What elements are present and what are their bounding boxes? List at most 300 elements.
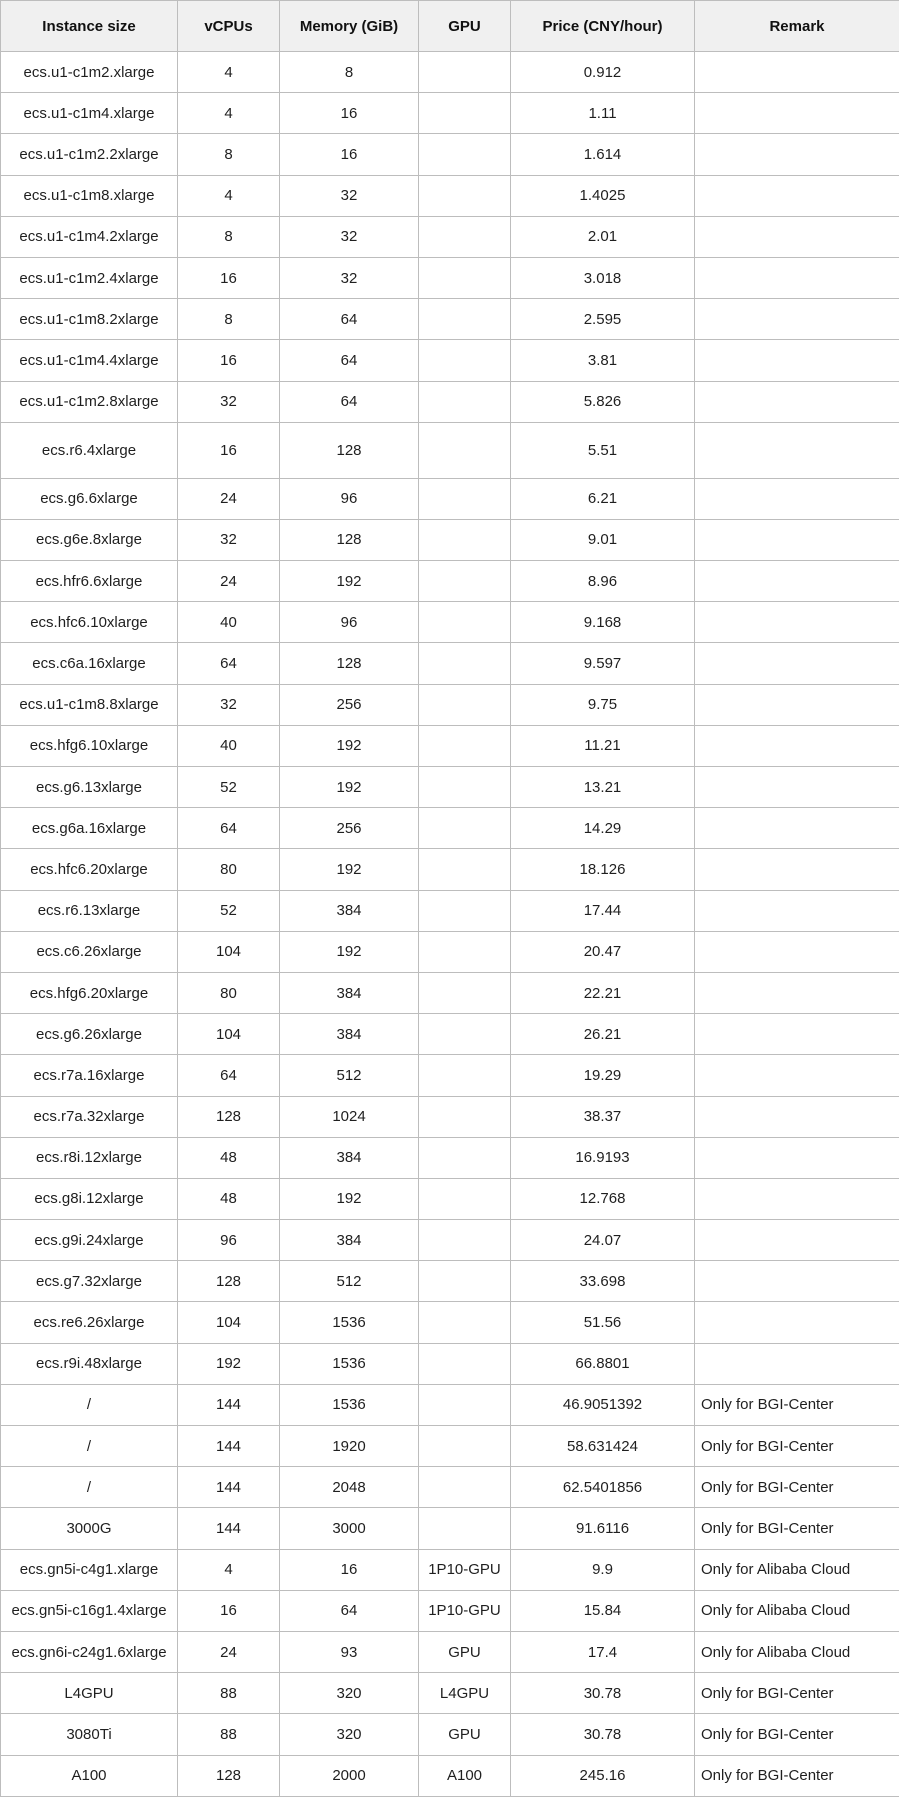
cell-remark xyxy=(695,1178,899,1219)
cell-memory-gib: 64 xyxy=(280,340,419,381)
cell-instance-size: ecs.c6a.16xlarge xyxy=(1,643,178,684)
cell-remark xyxy=(695,931,899,972)
cell-remark: Only for BGI-Center xyxy=(695,1384,899,1425)
col-header-vcpus: vCPUs xyxy=(178,1,280,52)
table-row xyxy=(1,602,899,643)
col-header-instance-size: Instance size xyxy=(1,1,178,52)
cell-vcpus: 88 xyxy=(178,1673,280,1714)
table-row xyxy=(1,561,899,602)
cell-instance-size: ecs.gn5i-c4g1.xlarge xyxy=(1,1549,178,1590)
table-row xyxy=(1,1220,899,1261)
cell-gpu xyxy=(419,849,511,890)
cell-gpu xyxy=(419,257,511,298)
cell-price-cny-hour: 12.768 xyxy=(511,1178,695,1219)
cell-price-cny-hour: 18.126 xyxy=(511,849,695,890)
cell-vcpus: 32 xyxy=(178,519,280,560)
cell-instance-size: ecs.re6.26xlarge xyxy=(1,1302,178,1343)
cell-vcpus: 128 xyxy=(178,1096,280,1137)
table-row xyxy=(1,1178,899,1219)
cell-remark xyxy=(695,1055,899,1096)
cell-vcpus: 104 xyxy=(178,931,280,972)
table-row xyxy=(1,1343,899,1384)
cell-instance-size: L4GPU xyxy=(1,1673,178,1714)
cell-vcpus: 40 xyxy=(178,725,280,766)
cell-remark: Only for Alibaba Cloud xyxy=(695,1631,899,1672)
table-row xyxy=(1,1590,899,1631)
cell-price-cny-hour: 51.56 xyxy=(511,1302,695,1343)
cell-remark xyxy=(695,1137,899,1178)
cell-price-cny-hour: 14.29 xyxy=(511,808,695,849)
cell-instance-size: ecs.u1-c1m8.8xlarge xyxy=(1,684,178,725)
table-row xyxy=(1,849,899,890)
cell-vcpus: 88 xyxy=(178,1714,280,1755)
cell-instance-size: ecs.hfg6.10xlarge xyxy=(1,725,178,766)
table-row xyxy=(1,1384,899,1425)
cell-gpu xyxy=(419,381,511,422)
cell-vcpus: 192 xyxy=(178,1343,280,1384)
cell-gpu xyxy=(419,1220,511,1261)
table-row xyxy=(1,808,899,849)
cell-memory-gib: 384 xyxy=(280,1137,419,1178)
cell-vcpus: 80 xyxy=(178,849,280,890)
table-row xyxy=(1,340,899,381)
cell-vcpus: 4 xyxy=(178,175,280,216)
cell-price-cny-hour: 91.6116 xyxy=(511,1508,695,1549)
cell-remark: Only for BGI-Center xyxy=(695,1508,899,1549)
cell-gpu: 1P10-GPU xyxy=(419,1590,511,1631)
cell-gpu xyxy=(419,725,511,766)
table-row xyxy=(1,422,899,478)
cell-instance-size: 3080Ti xyxy=(1,1714,178,1755)
cell-instance-size: ecs.r6.13xlarge xyxy=(1,890,178,931)
cell-remark xyxy=(695,1302,899,1343)
cell-price-cny-hour: 16.9193 xyxy=(511,1137,695,1178)
cell-instance-size: ecs.g6.13xlarge xyxy=(1,767,178,808)
table-row xyxy=(1,643,899,684)
cell-memory-gib: 93 xyxy=(280,1631,419,1672)
cell-instance-size: ecs.u1-c1m8.xlarge xyxy=(1,175,178,216)
cell-remark xyxy=(695,767,899,808)
cell-vcpus: 8 xyxy=(178,216,280,257)
cell-instance-size: / xyxy=(1,1426,178,1467)
cell-price-cny-hour: 2.595 xyxy=(511,299,695,340)
cell-instance-size: / xyxy=(1,1384,178,1425)
cell-instance-size: ecs.g6a.16xlarge xyxy=(1,808,178,849)
cell-instance-size: ecs.r6.4xlarge xyxy=(1,422,178,478)
cell-memory-gib: 192 xyxy=(280,725,419,766)
cell-price-cny-hour: 1.4025 xyxy=(511,175,695,216)
cell-gpu xyxy=(419,216,511,257)
cell-vcpus: 8 xyxy=(178,299,280,340)
cell-price-cny-hour: 22.21 xyxy=(511,972,695,1013)
cell-remark xyxy=(695,684,899,725)
cell-gpu: L4GPU xyxy=(419,1673,511,1714)
cell-vcpus: 16 xyxy=(178,257,280,298)
cell-price-cny-hour: 1.11 xyxy=(511,93,695,134)
cell-memory-gib: 1536 xyxy=(280,1343,419,1384)
cell-instance-size: 3000G xyxy=(1,1508,178,1549)
cell-gpu xyxy=(419,1467,511,1508)
cell-memory-gib: 128 xyxy=(280,422,419,478)
cell-price-cny-hour: 46.9051392 xyxy=(511,1384,695,1425)
cell-memory-gib: 384 xyxy=(280,1220,419,1261)
cell-price-cny-hour: 5.826 xyxy=(511,381,695,422)
table-row xyxy=(1,767,899,808)
cell-price-cny-hour: 17.4 xyxy=(511,1631,695,1672)
cell-gpu xyxy=(419,175,511,216)
cell-vcpus: 52 xyxy=(178,767,280,808)
table-row xyxy=(1,1714,899,1755)
col-header-memory-gib: Memory (GiB) xyxy=(280,1,419,52)
cell-memory-gib: 512 xyxy=(280,1055,419,1096)
cell-gpu xyxy=(419,52,511,93)
table-row xyxy=(1,1673,899,1714)
cell-memory-gib: 2000 xyxy=(280,1755,419,1796)
cell-vcpus: 144 xyxy=(178,1426,280,1467)
cell-remark xyxy=(695,808,899,849)
cell-memory-gib: 384 xyxy=(280,972,419,1013)
cell-remark xyxy=(695,175,899,216)
table-row xyxy=(1,1467,899,1508)
cell-gpu xyxy=(419,561,511,602)
cell-memory-gib: 320 xyxy=(280,1673,419,1714)
table-header-row xyxy=(1,1,899,52)
cell-gpu: GPU xyxy=(419,1631,511,1672)
cell-gpu xyxy=(419,1261,511,1302)
cell-remark: Only for BGI-Center xyxy=(695,1426,899,1467)
cell-memory-gib: 1536 xyxy=(280,1302,419,1343)
cell-instance-size: ecs.gn6i-c24g1.6xlarge xyxy=(1,1631,178,1672)
cell-vcpus: 104 xyxy=(178,1302,280,1343)
cell-remark xyxy=(695,890,899,931)
cell-vcpus: 16 xyxy=(178,422,280,478)
cell-price-cny-hour: 1.614 xyxy=(511,134,695,175)
cell-memory-gib: 1920 xyxy=(280,1426,419,1467)
cell-gpu: 1P10-GPU xyxy=(419,1549,511,1590)
cell-gpu xyxy=(419,972,511,1013)
cell-instance-size: ecs.g7.32xlarge xyxy=(1,1261,178,1302)
cell-instance-size: ecs.r9i.48xlarge xyxy=(1,1343,178,1384)
cell-gpu xyxy=(419,1014,511,1055)
cell-gpu xyxy=(419,643,511,684)
cell-vcpus: 24 xyxy=(178,561,280,602)
cell-price-cny-hour: 9.9 xyxy=(511,1549,695,1590)
cell-memory-gib: 320 xyxy=(280,1714,419,1755)
cell-remark xyxy=(695,93,899,134)
cell-remark xyxy=(695,972,899,1013)
cell-instance-size: ecs.g8i.12xlarge xyxy=(1,1178,178,1219)
cell-instance-size: ecs.hfg6.20xlarge xyxy=(1,972,178,1013)
cell-remark: Only for Alibaba Cloud xyxy=(695,1549,899,1590)
cell-memory-gib: 192 xyxy=(280,849,419,890)
cell-gpu xyxy=(419,519,511,560)
cell-gpu xyxy=(419,890,511,931)
table-row xyxy=(1,93,899,134)
cell-price-cny-hour: 6.21 xyxy=(511,478,695,519)
cell-price-cny-hour: 20.47 xyxy=(511,931,695,972)
cell-vcpus: 4 xyxy=(178,1549,280,1590)
cell-remark: Only for BGI-Center xyxy=(695,1714,899,1755)
cell-gpu xyxy=(419,422,511,478)
cell-vcpus: 48 xyxy=(178,1178,280,1219)
cell-memory-gib: 192 xyxy=(280,931,419,972)
cell-price-cny-hour: 5.51 xyxy=(511,422,695,478)
cell-vcpus: 8 xyxy=(178,134,280,175)
table-row xyxy=(1,684,899,725)
cell-memory-gib: 32 xyxy=(280,175,419,216)
cell-remark xyxy=(695,1220,899,1261)
cell-remark xyxy=(695,1096,899,1137)
col-header-remark: Remark xyxy=(695,1,899,52)
cell-memory-gib: 1024 xyxy=(280,1096,419,1137)
cell-instance-size: ecs.u1-c1m4.2xlarge xyxy=(1,216,178,257)
table-row xyxy=(1,1014,899,1055)
cell-instance-size: ecs.r7a.32xlarge xyxy=(1,1096,178,1137)
cell-remark xyxy=(695,725,899,766)
cell-remark xyxy=(695,519,899,560)
cell-instance-size: ecs.g6e.8xlarge xyxy=(1,519,178,560)
cell-price-cny-hour: 0.912 xyxy=(511,52,695,93)
cell-vcpus: 32 xyxy=(178,381,280,422)
cell-gpu xyxy=(419,1302,511,1343)
cell-memory-gib: 384 xyxy=(280,890,419,931)
cell-memory-gib: 192 xyxy=(280,767,419,808)
cell-vcpus: 80 xyxy=(178,972,280,1013)
cell-remark xyxy=(695,602,899,643)
table-row xyxy=(1,1549,899,1590)
cell-vcpus: 48 xyxy=(178,1137,280,1178)
cell-remark xyxy=(695,257,899,298)
cell-gpu xyxy=(419,1137,511,1178)
cell-vcpus: 104 xyxy=(178,1014,280,1055)
cell-remark xyxy=(695,1261,899,1302)
cell-price-cny-hour: 17.44 xyxy=(511,890,695,931)
table-row xyxy=(1,1261,899,1302)
cell-memory-gib: 192 xyxy=(280,1178,419,1219)
cell-instance-size: ecs.u1-c1m4.xlarge xyxy=(1,93,178,134)
col-header-price-cny-hour: Price (CNY/hour) xyxy=(511,1,695,52)
cell-memory-gib: 192 xyxy=(280,561,419,602)
cell-price-cny-hour: 245.16 xyxy=(511,1755,695,1796)
cell-vcpus: 4 xyxy=(178,93,280,134)
table-row xyxy=(1,299,899,340)
cell-price-cny-hour: 19.29 xyxy=(511,1055,695,1096)
cell-remark xyxy=(695,381,899,422)
cell-memory-gib: 16 xyxy=(280,93,419,134)
cell-instance-size: ecs.r8i.12xlarge xyxy=(1,1137,178,1178)
cell-instance-size: ecs.u1-c1m2.8xlarge xyxy=(1,381,178,422)
cell-vcpus: 16 xyxy=(178,1590,280,1631)
cell-instance-size: ecs.u1-c1m2.4xlarge xyxy=(1,257,178,298)
table-row xyxy=(1,134,899,175)
cell-vcpus: 4 xyxy=(178,52,280,93)
table-row xyxy=(1,478,899,519)
table-row xyxy=(1,381,899,422)
cell-gpu xyxy=(419,134,511,175)
cell-gpu xyxy=(419,602,511,643)
table-row xyxy=(1,175,899,216)
cell-memory-gib: 256 xyxy=(280,808,419,849)
cell-instance-size: ecs.g6.6xlarge xyxy=(1,478,178,519)
table-row xyxy=(1,1096,899,1137)
cell-instance-size: ecs.u1-c1m2.xlarge xyxy=(1,52,178,93)
cell-memory-gib: 32 xyxy=(280,257,419,298)
cell-remark: Only for BGI-Center xyxy=(695,1467,899,1508)
cell-instance-size: / xyxy=(1,1467,178,1508)
cell-vcpus: 144 xyxy=(178,1467,280,1508)
cell-vcpus: 96 xyxy=(178,1220,280,1261)
cell-vcpus: 128 xyxy=(178,1261,280,1302)
table-row xyxy=(1,972,899,1013)
cell-price-cny-hour: 24.07 xyxy=(511,1220,695,1261)
cell-instance-size: ecs.u1-c1m8.2xlarge xyxy=(1,299,178,340)
cell-price-cny-hour: 9.597 xyxy=(511,643,695,684)
cell-vcpus: 144 xyxy=(178,1508,280,1549)
table-row xyxy=(1,1755,899,1796)
table-row xyxy=(1,1631,899,1672)
cell-memory-gib: 64 xyxy=(280,381,419,422)
col-header-gpu: GPU xyxy=(419,1,511,52)
cell-price-cny-hour: 38.37 xyxy=(511,1096,695,1137)
cell-price-cny-hour: 66.8801 xyxy=(511,1343,695,1384)
table-header xyxy=(1,1,899,52)
cell-gpu xyxy=(419,808,511,849)
table-row xyxy=(1,1302,899,1343)
cell-vcpus: 64 xyxy=(178,808,280,849)
cell-instance-size: ecs.u1-c1m2.2xlarge xyxy=(1,134,178,175)
cell-instance-size: ecs.hfr6.6xlarge xyxy=(1,561,178,602)
cell-instance-size: ecs.hfc6.20xlarge xyxy=(1,849,178,890)
cell-price-cny-hour: 3.018 xyxy=(511,257,695,298)
cell-remark xyxy=(695,1343,899,1384)
cell-memory-gib: 64 xyxy=(280,299,419,340)
cell-memory-gib: 128 xyxy=(280,643,419,684)
cell-remark xyxy=(695,340,899,381)
cell-remark xyxy=(695,643,899,684)
cell-price-cny-hour: 26.21 xyxy=(511,1014,695,1055)
cell-memory-gib: 16 xyxy=(280,1549,419,1590)
cell-gpu xyxy=(419,1384,511,1425)
cell-gpu xyxy=(419,1055,511,1096)
cell-price-cny-hour: 9.75 xyxy=(511,684,695,725)
cell-vcpus: 24 xyxy=(178,1631,280,1672)
cell-memory-gib: 3000 xyxy=(280,1508,419,1549)
cell-remark xyxy=(695,849,899,890)
cell-instance-size: A100 xyxy=(1,1755,178,1796)
cell-vcpus: 16 xyxy=(178,340,280,381)
table-row xyxy=(1,725,899,766)
cell-price-cny-hour: 30.78 xyxy=(511,1673,695,1714)
cell-vcpus: 24 xyxy=(178,478,280,519)
cell-instance-size: ecs.gn5i-c16g1.4xlarge xyxy=(1,1590,178,1631)
cell-memory-gib: 64 xyxy=(280,1590,419,1631)
cell-gpu xyxy=(419,1426,511,1467)
cell-price-cny-hour: 2.01 xyxy=(511,216,695,257)
cell-vcpus: 32 xyxy=(178,684,280,725)
cell-gpu xyxy=(419,684,511,725)
cell-remark xyxy=(695,561,899,602)
cell-remark: Only for BGI-Center xyxy=(695,1673,899,1714)
cell-gpu xyxy=(419,299,511,340)
cell-remark xyxy=(695,1014,899,1055)
cell-gpu xyxy=(419,1343,511,1384)
cell-price-cny-hour: 33.698 xyxy=(511,1261,695,1302)
table-row xyxy=(1,1055,899,1096)
cell-remark xyxy=(695,422,899,478)
cell-vcpus: 40 xyxy=(178,602,280,643)
cell-gpu xyxy=(419,1096,511,1137)
cell-remark: Only for BGI-Center xyxy=(695,1755,899,1796)
cell-memory-gib: 32 xyxy=(280,216,419,257)
cell-gpu xyxy=(419,1178,511,1219)
cell-gpu xyxy=(419,478,511,519)
cell-memory-gib: 2048 xyxy=(280,1467,419,1508)
cell-price-cny-hour: 62.5401856 xyxy=(511,1467,695,1508)
table-row xyxy=(1,890,899,931)
cell-remark: Only for Alibaba Cloud xyxy=(695,1590,899,1631)
cell-gpu xyxy=(419,93,511,134)
cell-memory-gib: 8 xyxy=(280,52,419,93)
table-row xyxy=(1,52,899,93)
table-row xyxy=(1,257,899,298)
table-body xyxy=(1,52,899,1797)
cell-price-cny-hour: 9.168 xyxy=(511,602,695,643)
cell-remark xyxy=(695,216,899,257)
cell-price-cny-hour: 8.96 xyxy=(511,561,695,602)
table-row xyxy=(1,1426,899,1467)
cell-price-cny-hour: 13.21 xyxy=(511,767,695,808)
cell-price-cny-hour: 58.631424 xyxy=(511,1426,695,1467)
table-row xyxy=(1,519,899,560)
cell-gpu xyxy=(419,340,511,381)
cell-price-cny-hour: 30.78 xyxy=(511,1714,695,1755)
cell-remark xyxy=(695,52,899,93)
cell-vcpus: 64 xyxy=(178,1055,280,1096)
table-row xyxy=(1,216,899,257)
cell-gpu: A100 xyxy=(419,1755,511,1796)
cell-memory-gib: 384 xyxy=(280,1014,419,1055)
table-row xyxy=(1,931,899,972)
cell-price-cny-hour: 9.01 xyxy=(511,519,695,560)
cell-instance-size: ecs.g6.26xlarge xyxy=(1,1014,178,1055)
cell-vcpus: 144 xyxy=(178,1384,280,1425)
cell-remark xyxy=(695,134,899,175)
cell-memory-gib: 256 xyxy=(280,684,419,725)
cell-instance-size: ecs.c6.26xlarge xyxy=(1,931,178,972)
cell-remark xyxy=(695,478,899,519)
cell-instance-size: ecs.u1-c1m4.4xlarge xyxy=(1,340,178,381)
cell-price-cny-hour: 11.21 xyxy=(511,725,695,766)
cell-gpu xyxy=(419,1508,511,1549)
cell-remark xyxy=(695,299,899,340)
cell-memory-gib: 96 xyxy=(280,602,419,643)
cell-memory-gib: 1536 xyxy=(280,1384,419,1425)
cell-instance-size: ecs.r7a.16xlarge xyxy=(1,1055,178,1096)
cell-price-cny-hour: 15.84 xyxy=(511,1590,695,1631)
table-row xyxy=(1,1508,899,1549)
cell-memory-gib: 128 xyxy=(280,519,419,560)
cell-vcpus: 52 xyxy=(178,890,280,931)
cell-gpu xyxy=(419,931,511,972)
cell-instance-size: ecs.hfc6.10xlarge xyxy=(1,602,178,643)
cell-instance-size: ecs.g9i.24xlarge xyxy=(1,1220,178,1261)
cell-price-cny-hour: 3.81 xyxy=(511,340,695,381)
cell-gpu xyxy=(419,767,511,808)
cell-memory-gib: 16 xyxy=(280,134,419,175)
cell-gpu: GPU xyxy=(419,1714,511,1755)
cell-vcpus: 128 xyxy=(178,1755,280,1796)
cell-memory-gib: 96 xyxy=(280,478,419,519)
